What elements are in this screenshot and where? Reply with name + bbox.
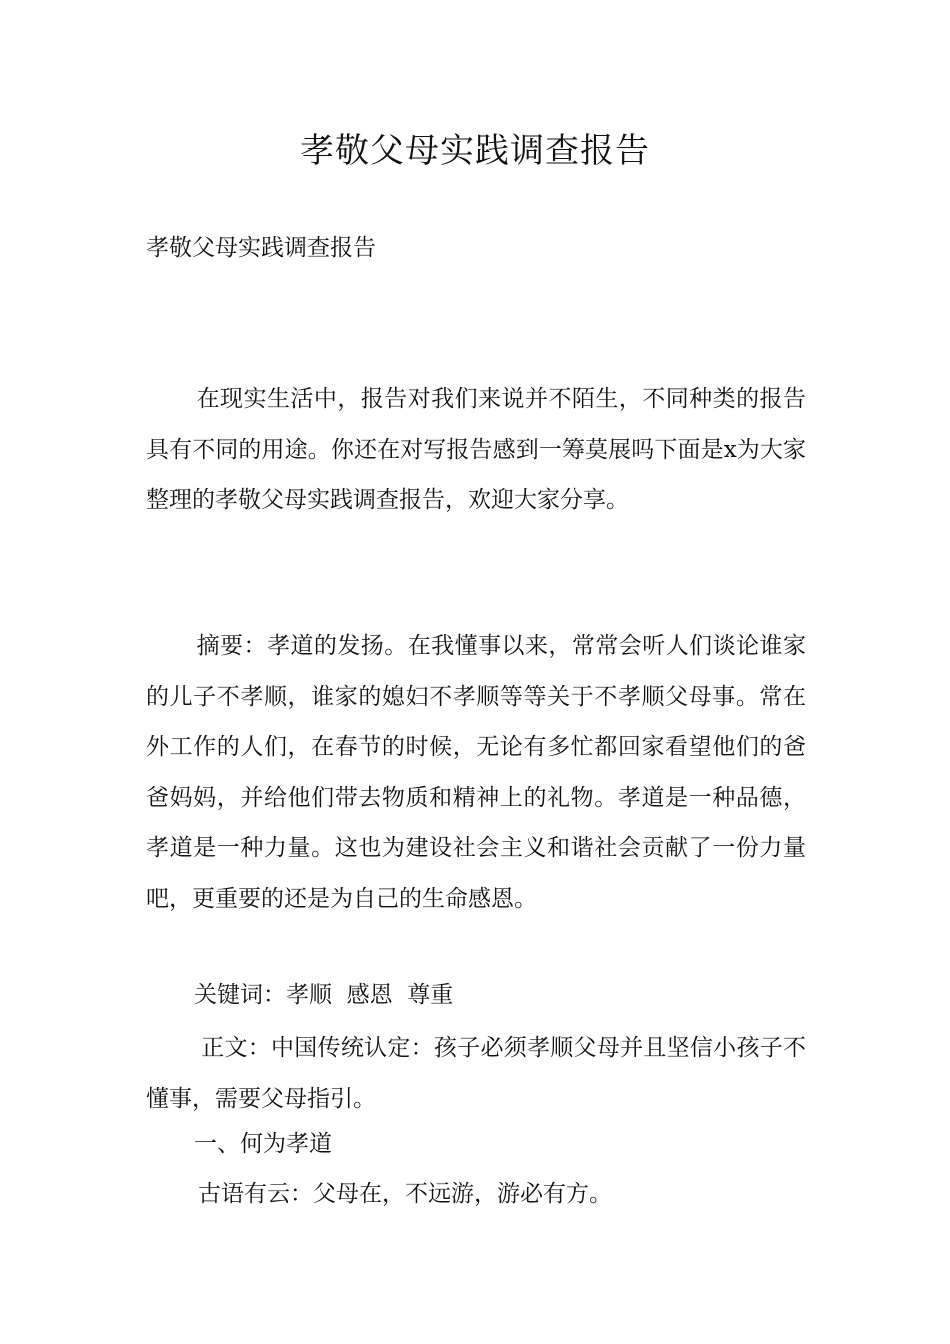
quote-line: 古语有云：父母在，不远游，游必有方。 [198,1181,612,1207]
body-paragraph: 正文：中国传统认定：孩子必须孝顺父母并且坚信小孩子不懂事，需要父母指引。 [146,1035,806,1112]
intro-paragraph: 在现实生活中，报告对我们来说并不陌生，不同种类的报告具有不同的用途。你还在对写报告感到一筹莫展吗下面是x为大家整理的孝敬父母实践调查报告，欢迎大家分享。 [146,386,806,513]
keywords-line: 关键词：孝顺 感恩 尊重 [194,982,454,1008]
section-heading: 一、何为孝道 [194,1131,332,1157]
document-title: 孝敬父母实践调查报告 [300,131,650,171]
document-subtitle: 孝敬父母实践调查报告 [146,235,376,261]
abstract-paragraph: 摘要：孝道的发扬。在我懂事以来，常常会听人们谈论谁家的儿子不孝顺，谁家的媳妇不孝顺等等关于不孝顺父母事。常在外工作的人们，在春节的时候，无论有多忙都回家看望他们的爸爸妈妈，并给他们带去物质和精神上的礼物。孝道是一种品德，孝道是一种力量。这也为建设社会主义和谐社会贡献了一份力量吧，更重要的还是为自己的生命感恩。 [146,633,806,912]
